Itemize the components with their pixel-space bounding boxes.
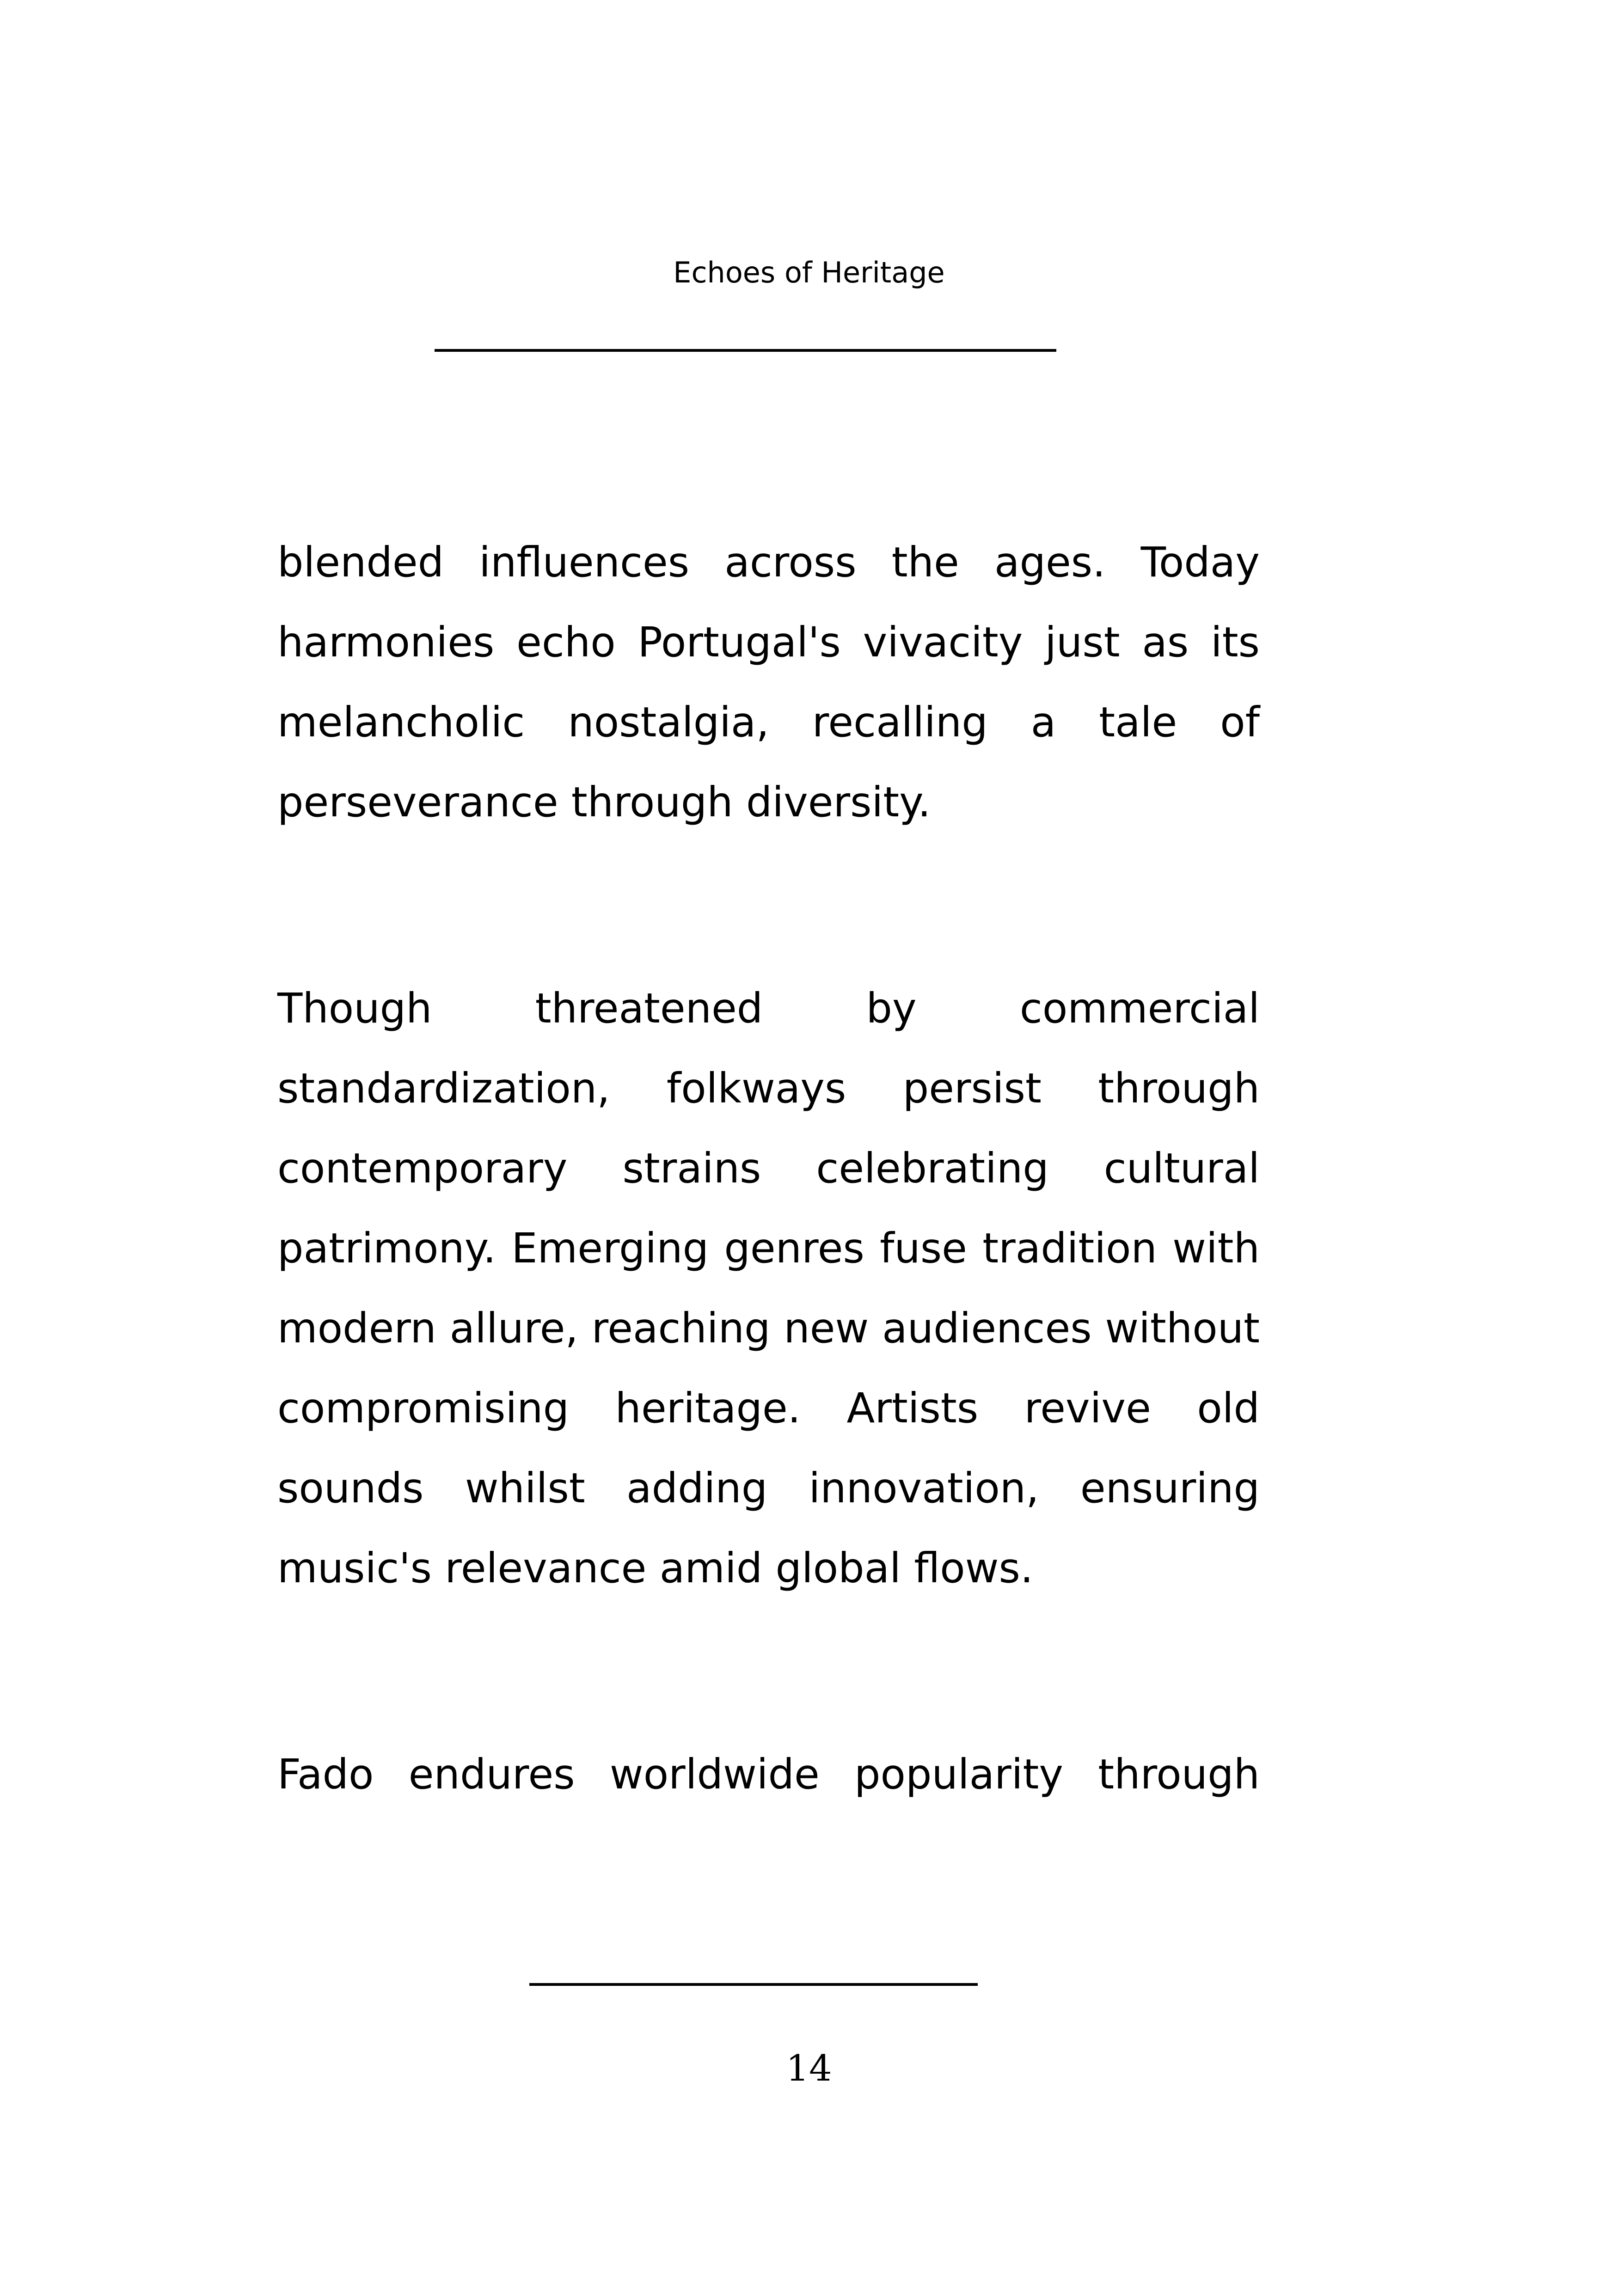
paragraph: Though threatened by commercial standardization, folkways persist through contemporary strains celebrating cultural patrimony. Emerging genres fuse tradition with modern allure, reaching new audiences without compromising heritage. Artists revive old sounds whilst adding innovation, ensuring music's relevance amid global flows.: [277, 984, 1260, 1592]
page-number: 14: [786, 2048, 832, 2089]
header-rule: [435, 349, 1056, 352]
paragraph: blended influences across the ages. Today harmonies echo Portugal's vivacity just as its melancholic nostalgia, recalling a tale of perseverance through diversity.: [277, 538, 1260, 826]
paragraph: Fado endures worldwide popularity through: [277, 1750, 1260, 1798]
footer-rule: [529, 1983, 978, 1986]
running-header: Echoes of Heritage: [673, 256, 945, 289]
body-text: [277, 522, 1260, 1814]
